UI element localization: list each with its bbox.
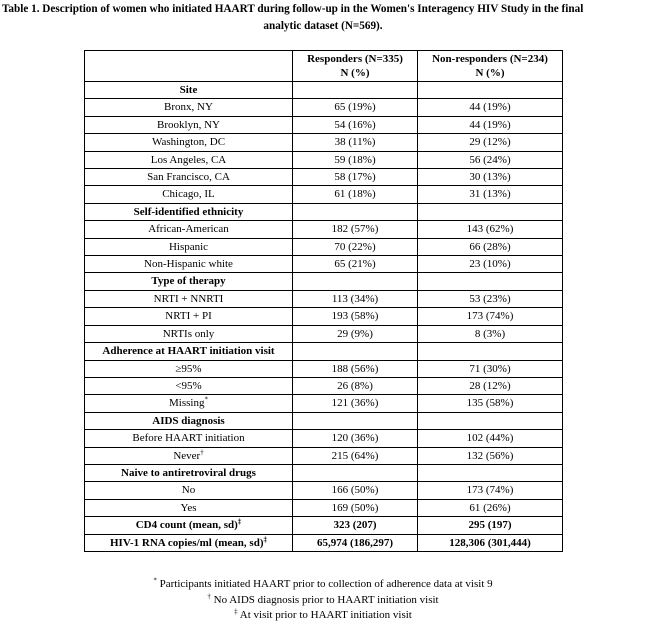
- row-label: [85, 169, 293, 186]
- header-responders-title: Responders (N=335): [307, 53, 403, 65]
- table-caption: [0, 1, 646, 35]
- nonresponders-cell: 8 (3%): [418, 325, 563, 342]
- header-nonresponders-unit: N (%): [475, 67, 505, 79]
- row-label: [85, 377, 293, 394]
- responders-cell: 54 (16%): [293, 116, 418, 133]
- section-label: [85, 464, 293, 481]
- row-label: [85, 116, 293, 133]
- footnotes: [0, 577, 646, 624]
- nonresponders-cell: [418, 273, 563, 290]
- row-label-text: AIDS diagnosis: [152, 414, 225, 427]
- row-label: [85, 238, 293, 255]
- responders-cell: 58 (17%): [293, 169, 418, 186]
- row-label-text: Missing: [169, 397, 205, 410]
- responders-cell: [293, 412, 418, 429]
- footnote-text: No AIDS diagnosis prior to HAART initiation visit: [210, 593, 439, 606]
- responders-cell: [293, 82, 418, 99]
- responders-cell: 182 (57%): [293, 221, 418, 238]
- nonresponders-cell: 44 (19%): [418, 116, 563, 133]
- table-row: [85, 360, 563, 377]
- nonresponders-cell: 102 (44%): [418, 430, 563, 447]
- table-row: [85, 169, 563, 186]
- table-row: [85, 186, 563, 203]
- header-cell-responders: [293, 51, 418, 82]
- nonresponders-cell: [418, 82, 563, 99]
- table-row: [85, 447, 563, 464]
- nonresponders-cell: 128,306 (301,444): [418, 534, 563, 551]
- row-label-text: Naive to antiretroviral drugs: [121, 466, 256, 479]
- nonresponders-cell: 23 (10%): [418, 256, 563, 273]
- table-row: [85, 221, 563, 238]
- responders-cell: 26 (8%): [293, 377, 418, 394]
- row-label: [85, 517, 293, 534]
- row-label-text: Chicago, IL: [162, 188, 215, 201]
- data-table: [84, 50, 563, 552]
- table-row: [85, 116, 563, 133]
- nonresponders-cell: 29 (12%): [418, 134, 563, 151]
- row-label-text: ≥95%: [175, 362, 202, 375]
- section-row: [85, 464, 563, 481]
- nonresponders-cell: 53 (23%): [418, 290, 563, 307]
- row-label-text: Non-Hispanic white: [144, 258, 233, 271]
- nonresponders-cell: 66 (28%): [418, 238, 563, 255]
- row-label-text: No: [181, 484, 196, 497]
- nonresponders-cell: 295 (197): [418, 517, 563, 534]
- row-label: [85, 499, 293, 516]
- row-label: [85, 482, 293, 499]
- responders-cell: 65 (19%): [293, 99, 418, 116]
- nonresponders-cell: 44 (19%): [418, 99, 563, 116]
- row-label-text: Self-identified ethnicity: [133, 205, 244, 218]
- row-label-text: NRTI + NNRTI: [153, 292, 224, 305]
- caption-line-2: analytic dataset (N=569).: [263, 20, 383, 32]
- section-label: [85, 203, 293, 220]
- responders-cell: [293, 273, 418, 290]
- section-label: [85, 343, 293, 360]
- footnote: [0, 577, 646, 593]
- row-label: [85, 151, 293, 168]
- footnote-text: Participants initiated HAART prior to collection of adherence data at visit 9: [156, 578, 493, 590]
- responders-cell: 113 (34%): [293, 290, 418, 307]
- row-label-text: Never: [173, 449, 201, 462]
- responders-cell: [293, 464, 418, 481]
- table-row: [85, 256, 563, 273]
- nonresponders-cell: 56 (24%): [418, 151, 563, 168]
- responders-cell: 29 (9%): [293, 325, 418, 342]
- footnote-mark: †: [207, 591, 211, 600]
- nonresponders-cell: 31 (13%): [418, 186, 563, 203]
- nonresponders-cell: [418, 343, 563, 360]
- row-label: [85, 325, 293, 342]
- row-label-text: Adherence at HAART initiation visit: [102, 345, 275, 358]
- responders-cell: 38 (11%): [293, 134, 418, 151]
- responders-cell: 65 (21%): [293, 256, 418, 273]
- row-label-text: CD4 count (mean, sd): [135, 519, 238, 532]
- table-row: [85, 517, 563, 534]
- header-nonresponders-title: Non-responders (N=234): [432, 53, 548, 65]
- row-label: [85, 430, 293, 447]
- table-row: [85, 99, 563, 116]
- nonresponders-cell: 71 (30%): [418, 360, 563, 377]
- header-cell-empty: [85, 51, 293, 82]
- row-label: [85, 447, 293, 464]
- table-row: [85, 395, 563, 412]
- row-label-text: San Francisco, CA: [147, 171, 230, 184]
- responders-cell: 169 (50%): [293, 499, 418, 516]
- responders-cell: 193 (58%): [293, 308, 418, 325]
- table-row: [85, 430, 563, 447]
- nonresponders-cell: [418, 412, 563, 429]
- responders-cell: 70 (22%): [293, 238, 418, 255]
- responders-cell: 65,974 (186,297): [293, 534, 418, 551]
- header-cell-nonresponders: [418, 51, 563, 82]
- footnote-marker: *: [204, 395, 208, 404]
- section-label: [85, 82, 293, 99]
- row-label: [85, 99, 293, 116]
- responders-cell: 61 (18%): [293, 186, 418, 203]
- section-label: [85, 273, 293, 290]
- nonresponders-cell: [418, 203, 563, 220]
- row-label-text: Site: [179, 84, 198, 96]
- section-row: [85, 412, 563, 429]
- row-label: [85, 534, 293, 551]
- row-label-text: Los Angeles, CA: [150, 153, 227, 166]
- caption-line-1: Table 1. Description of women who initiated HAART during follow-up in the Women's Interagency HIV Study in the final: [2, 3, 584, 15]
- row-label-text: HIV-1 RNA copies/ml (mean, sd): [110, 536, 264, 549]
- row-label-text: NRTI + PI: [165, 310, 212, 323]
- responders-cell: 215 (64%): [293, 447, 418, 464]
- row-label-text: Before HAART initiation: [132, 432, 245, 445]
- responders-cell: [293, 343, 418, 360]
- table-row: [85, 534, 563, 551]
- table-body: [85, 51, 563, 552]
- table-row: [85, 151, 563, 168]
- footnote-mark: *: [153, 576, 157, 585]
- row-label-text: <95%: [175, 379, 202, 392]
- responders-cell: 120 (36%): [293, 430, 418, 447]
- table-row: [85, 308, 563, 325]
- row-label-text: Washington, DC: [151, 136, 226, 149]
- row-label-text: NRTIs only: [162, 327, 215, 340]
- section-row: [85, 203, 563, 220]
- footnote: [0, 593, 646, 609]
- footnote-text: At visit prior to HAART initiation visit: [237, 609, 412, 621]
- section-row: [85, 273, 563, 290]
- row-label-text: Hispanic: [168, 240, 209, 253]
- table-row: [85, 238, 563, 255]
- responders-cell: [293, 203, 418, 220]
- footnote-marker: ‡: [263, 534, 267, 543]
- row-label-text: Yes: [180, 501, 197, 514]
- row-label: [85, 256, 293, 273]
- nonresponders-cell: 173 (74%): [418, 308, 563, 325]
- row-label-text: Type of therapy: [151, 275, 226, 288]
- nonresponders-cell: 30 (13%): [418, 169, 563, 186]
- nonresponders-cell: [418, 464, 563, 481]
- responders-cell: 59 (18%): [293, 151, 418, 168]
- section-label: [85, 412, 293, 429]
- row-label: [85, 290, 293, 307]
- table-row: [85, 325, 563, 342]
- nonresponders-cell: 143 (62%): [418, 221, 563, 238]
- table-row: [85, 499, 563, 516]
- nonresponders-cell: 132 (56%): [418, 447, 563, 464]
- table-row: [85, 482, 563, 499]
- table-row: [85, 134, 563, 151]
- header-responders-unit: N (%): [340, 67, 370, 79]
- table-row: [85, 290, 563, 307]
- responders-cell: 166 (50%): [293, 482, 418, 499]
- nonresponders-cell: 135 (58%): [418, 395, 563, 412]
- header-row: [85, 51, 563, 82]
- footnote-mark: ‡: [234, 607, 238, 616]
- row-label-text: Bronx, NY: [164, 101, 213, 114]
- footnote-marker: ‡: [237, 517, 242, 526]
- responders-cell: 121 (36%): [293, 395, 418, 412]
- footnote: [0, 608, 646, 624]
- footnote-marker: †: [200, 447, 204, 456]
- section-row: [85, 82, 563, 99]
- nonresponders-cell: 173 (74%): [418, 482, 563, 499]
- responders-cell: 323 (207): [293, 517, 418, 534]
- nonresponders-cell: 61 (26%): [418, 499, 563, 516]
- row-label: [85, 360, 293, 377]
- row-label: [85, 221, 293, 238]
- row-label: [85, 186, 293, 203]
- row-label-text: Brooklyn, NY: [157, 118, 220, 131]
- section-row: [85, 343, 563, 360]
- row-label: [85, 308, 293, 325]
- nonresponders-cell: 28 (12%): [418, 377, 563, 394]
- table-row: [85, 377, 563, 394]
- row-label-text: African-American: [148, 223, 229, 236]
- row-label: [85, 134, 293, 151]
- responders-cell: 188 (56%): [293, 360, 418, 377]
- row-label: [85, 395, 293, 412]
